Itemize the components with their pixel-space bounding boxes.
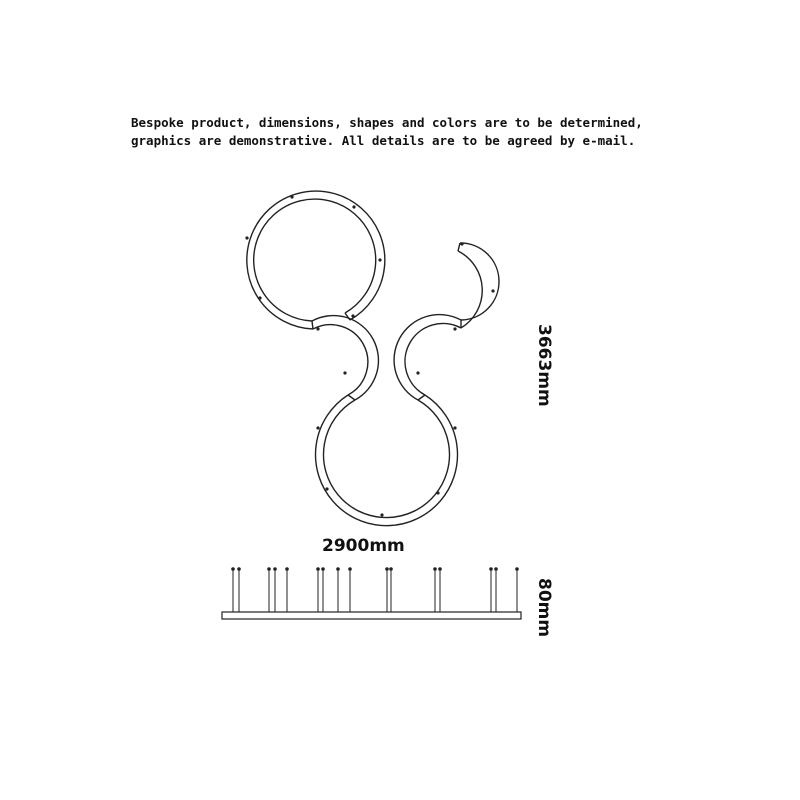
point	[460, 242, 463, 245]
point	[436, 491, 439, 494]
suspension-cables	[233, 569, 517, 612]
point	[453, 327, 456, 330]
point	[416, 371, 419, 374]
height-dimension: 3663mm	[534, 324, 554, 407]
joint-1	[312, 321, 313, 329]
point	[380, 513, 383, 516]
point	[316, 426, 319, 429]
suspension-points	[245, 195, 494, 516]
upper-right-arc	[458, 251, 482, 328]
cable-tops	[232, 568, 519, 571]
side-view	[222, 568, 521, 619]
top-view	[247, 191, 499, 526]
point	[316, 327, 319, 330]
right-bend	[405, 323, 461, 395]
width-dimension: 2900mm	[322, 536, 405, 556]
point	[290, 195, 293, 198]
profile-bar	[222, 612, 521, 619]
point	[378, 258, 381, 261]
upper-left-loop	[247, 191, 385, 329]
point	[325, 487, 328, 490]
depth-dimension: 80mm	[534, 578, 554, 638]
arc-end-cap	[458, 243, 460, 251]
disclaimer-line-2: graphics are demonstrative. All details are to be agreed by e-mail.	[131, 133, 636, 148]
left-bend	[313, 325, 368, 395]
point	[491, 289, 494, 292]
joint-2	[348, 395, 355, 400]
point	[343, 371, 346, 374]
point	[245, 236, 248, 239]
point	[453, 426, 456, 429]
point	[258, 296, 261, 299]
lower-loop	[315, 395, 457, 526]
point	[351, 314, 354, 317]
joint-3	[418, 395, 425, 400]
disclaimer-line-1: Bespoke product, dimensions, shapes and colors are to be determined,	[131, 115, 643, 130]
lower-loop-inner	[324, 400, 450, 518]
point	[352, 205, 355, 208]
upper-left-loop-inner	[254, 199, 376, 321]
upper-right-arc-inner	[460, 243, 499, 320]
